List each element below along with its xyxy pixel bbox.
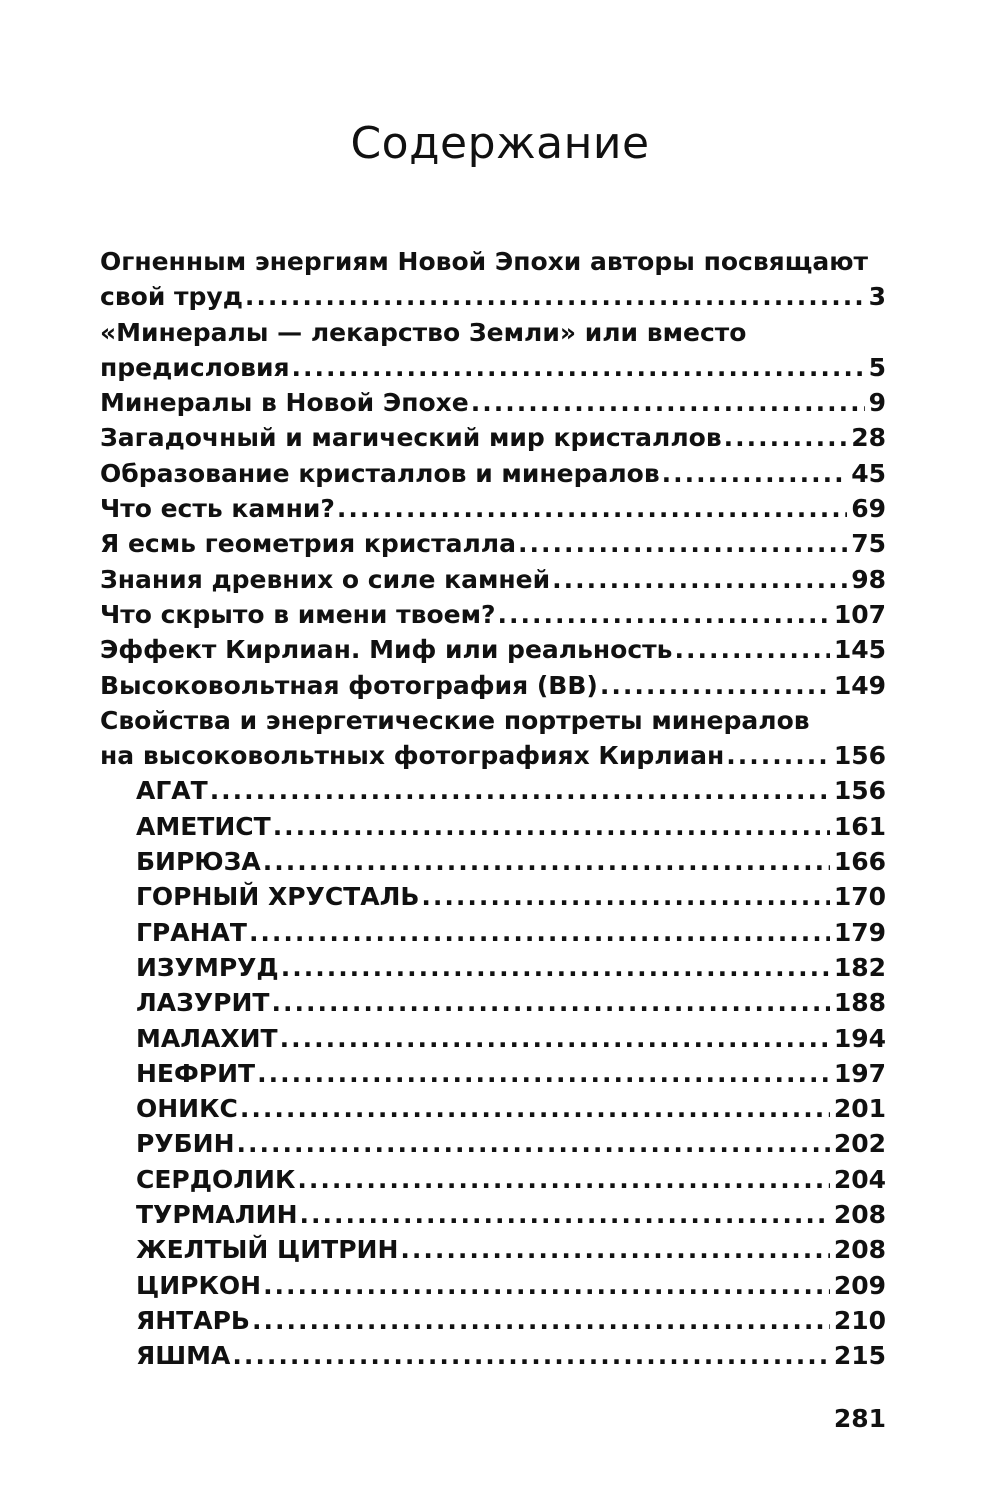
toc-entry [100, 385, 886, 420]
toc-leader-dots [552, 562, 847, 597]
toc-mineral-entry [100, 773, 886, 808]
toc-entry-title: ГОРНЫЙ ХРУСТАЛЬ [136, 882, 420, 912]
toc-leader-dots [726, 738, 830, 773]
toc-leader-dots [600, 668, 830, 703]
toc-mineral-entry [100, 1303, 886, 1338]
toc-entry [100, 632, 886, 667]
toc-leader-dots [210, 773, 830, 808]
toc-mineral-entry [100, 1162, 886, 1197]
toc-mineral-entry [100, 809, 886, 844]
toc-page-number: 215 [833, 1341, 886, 1371]
toc-entry-title: ТУРМАЛИН [136, 1200, 298, 1230]
toc-entry-title: Эффект Кирлиан. Миф или реальность [100, 635, 673, 665]
toc-page-number: 182 [833, 952, 886, 982]
toc-entry-title: ЖЕЛТЫЙ ЦИТРИН [136, 1235, 399, 1265]
toc-mineral-entry [100, 950, 886, 985]
toc-entry-title: предисловия [100, 352, 290, 382]
toc-entry-title: Загадочный и магический мир кристаллов [100, 423, 722, 453]
toc-page-number: 3 [868, 282, 886, 312]
toc-entry-dedication [100, 244, 886, 315]
toc-page-number: 98 [851, 564, 886, 594]
toc-mineral-entry [100, 1338, 886, 1373]
toc-page-number: 149 [833, 670, 886, 700]
toc-leader-dots [724, 420, 848, 455]
toc-entry-title: СЕРДОЛИК [136, 1164, 296, 1194]
toc-entry-title: ГРАНАТ [136, 917, 247, 947]
toc-entry-title: РУБИН [136, 1129, 235, 1159]
toc-leader-dots [662, 456, 848, 491]
toc-mineral-entry [100, 1021, 886, 1056]
toc-leader-dots [232, 1338, 829, 1373]
toc-entry-title: АГАТ [136, 776, 208, 806]
toc-mineral-entry [100, 844, 886, 879]
toc-leader-dots [271, 985, 829, 1020]
toc-entry-first-line: Огненным энергиям Новой Эпохи авторы посвящают [100, 247, 869, 276]
toc-entry [100, 668, 886, 703]
toc-page-number: 75 [851, 529, 886, 559]
toc-entry-title: ОНИКС [136, 1094, 238, 1124]
toc-leader-dots [249, 915, 830, 950]
toc-leader-dots [273, 809, 830, 844]
toc-entry-title: ЛАЗУРИТ [136, 988, 270, 1018]
toc-entry-title: на высоковольтных фотографиях Кирлиан [100, 741, 725, 771]
toc-entry-mineral-portraits [100, 703, 886, 774]
toc-entry [100, 597, 886, 632]
toc-leader-dots [281, 950, 830, 985]
toc-page-number: 204 [833, 1164, 886, 1194]
page-number: 281 [833, 1404, 886, 1433]
toc-leader-dots [337, 491, 847, 526]
toc-mineral-entry [100, 879, 886, 914]
toc-page-number: 202 [833, 1129, 886, 1159]
toc-page-number: 170 [833, 882, 886, 912]
toc-mineral-entry [100, 1056, 886, 1091]
toc-page-number: 107 [833, 599, 886, 629]
toc-entry [100, 420, 886, 455]
toc-leader-dots [297, 1162, 829, 1197]
toc-entry-title: АМЕТИСТ [136, 811, 271, 841]
toc-leader-dots [292, 350, 865, 385]
toc-page-number: 188 [833, 988, 886, 1018]
toc-mineral-entry [100, 1126, 886, 1161]
toc-page-number: 145 [833, 635, 886, 665]
toc-leader-dots [263, 1268, 830, 1303]
toc-entry-title: Что есть камни? [100, 494, 335, 524]
toc-leader-dots [674, 632, 829, 667]
page-title: Содержание [350, 118, 650, 169]
toc-entry-title: Что скрыто в имени твоем? [100, 599, 496, 629]
toc-page-number: 208 [833, 1200, 886, 1230]
toc-page-number: 166 [833, 847, 886, 877]
toc-mineral-entry [100, 1268, 886, 1303]
toc-leader-dots [240, 1091, 830, 1126]
toc-entry-first-line: «Минералы — лекарство Земли» или вместо [100, 317, 747, 347]
toc-entry-title: Я есмь геометрия кристалла [100, 529, 516, 559]
toc-mineral-entry [100, 915, 886, 950]
toc-page-number: 161 [833, 811, 886, 841]
toc-entry [100, 562, 886, 597]
toc-page-number: 5 [868, 352, 886, 382]
toc-page-number: 201 [833, 1094, 886, 1124]
toc-page-number: 194 [833, 1023, 886, 1053]
table-of-contents [100, 244, 886, 1374]
toc-page-number: 69 [851, 494, 886, 524]
toc-leader-dots [471, 385, 865, 420]
toc-page-number: 209 [833, 1270, 886, 1300]
toc-entry-title: Образование кристаллов и минералов [100, 458, 660, 488]
toc-entry-title: МАЛАХИТ [136, 1023, 278, 1053]
toc-mineral-entry [100, 1197, 886, 1232]
toc-leader-dots [252, 1303, 830, 1338]
toc-leader-dots [300, 1197, 830, 1232]
toc-mineral-entry [100, 1091, 886, 1126]
toc-leader-dots [245, 279, 865, 314]
toc-entry-title: Высоковольтная фотография (ВВ) [100, 670, 598, 700]
toc-mineral-entry [100, 985, 886, 1020]
toc-mineral-entry [100, 1232, 886, 1267]
toc-leader-dots [400, 1232, 829, 1267]
toc-page-number: 9 [868, 388, 886, 418]
toc-entry-title: НЕФРИТ [136, 1058, 256, 1088]
toc-entry-title: БИРЮЗА [136, 847, 261, 877]
toc-page-number: 156 [833, 776, 886, 806]
toc-leader-dots [421, 879, 829, 914]
toc-leader-dots [498, 597, 830, 632]
toc-page-number: 208 [833, 1235, 886, 1265]
toc-page-number: 28 [851, 423, 886, 453]
toc-entry [100, 491, 886, 526]
toc-leader-dots [518, 526, 847, 561]
toc-leader-dots [280, 1021, 830, 1056]
toc-entry-title: ЦИРКОН [136, 1270, 262, 1300]
toc-page-number: 210 [833, 1305, 886, 1335]
toc-entry [100, 526, 886, 561]
toc-leader-dots [263, 844, 830, 879]
toc-page-number: 179 [833, 917, 886, 947]
toc-page-number: 197 [833, 1058, 886, 1088]
toc-entry-title: Знания древних о силе камней [100, 564, 551, 594]
toc-entry-first-line: Свойства и энергетические портреты минералов [100, 705, 810, 735]
toc-leader-dots [237, 1126, 830, 1161]
toc-entry-title: ЯШМА [136, 1341, 231, 1371]
toc-leader-dots [257, 1056, 830, 1091]
toc-entry-title: свой труд [100, 282, 243, 312]
toc-entry [100, 456, 886, 491]
toc-page-number: 156 [833, 741, 886, 771]
toc-entry-title: ЯНТАРЬ [136, 1305, 250, 1335]
toc-entry-preface [100, 315, 886, 386]
toc-page-number: 45 [851, 458, 886, 488]
toc-entry-title: Минералы в Новой Эпохе [100, 388, 469, 418]
toc-entry-title: ИЗУМРУД [136, 952, 279, 982]
